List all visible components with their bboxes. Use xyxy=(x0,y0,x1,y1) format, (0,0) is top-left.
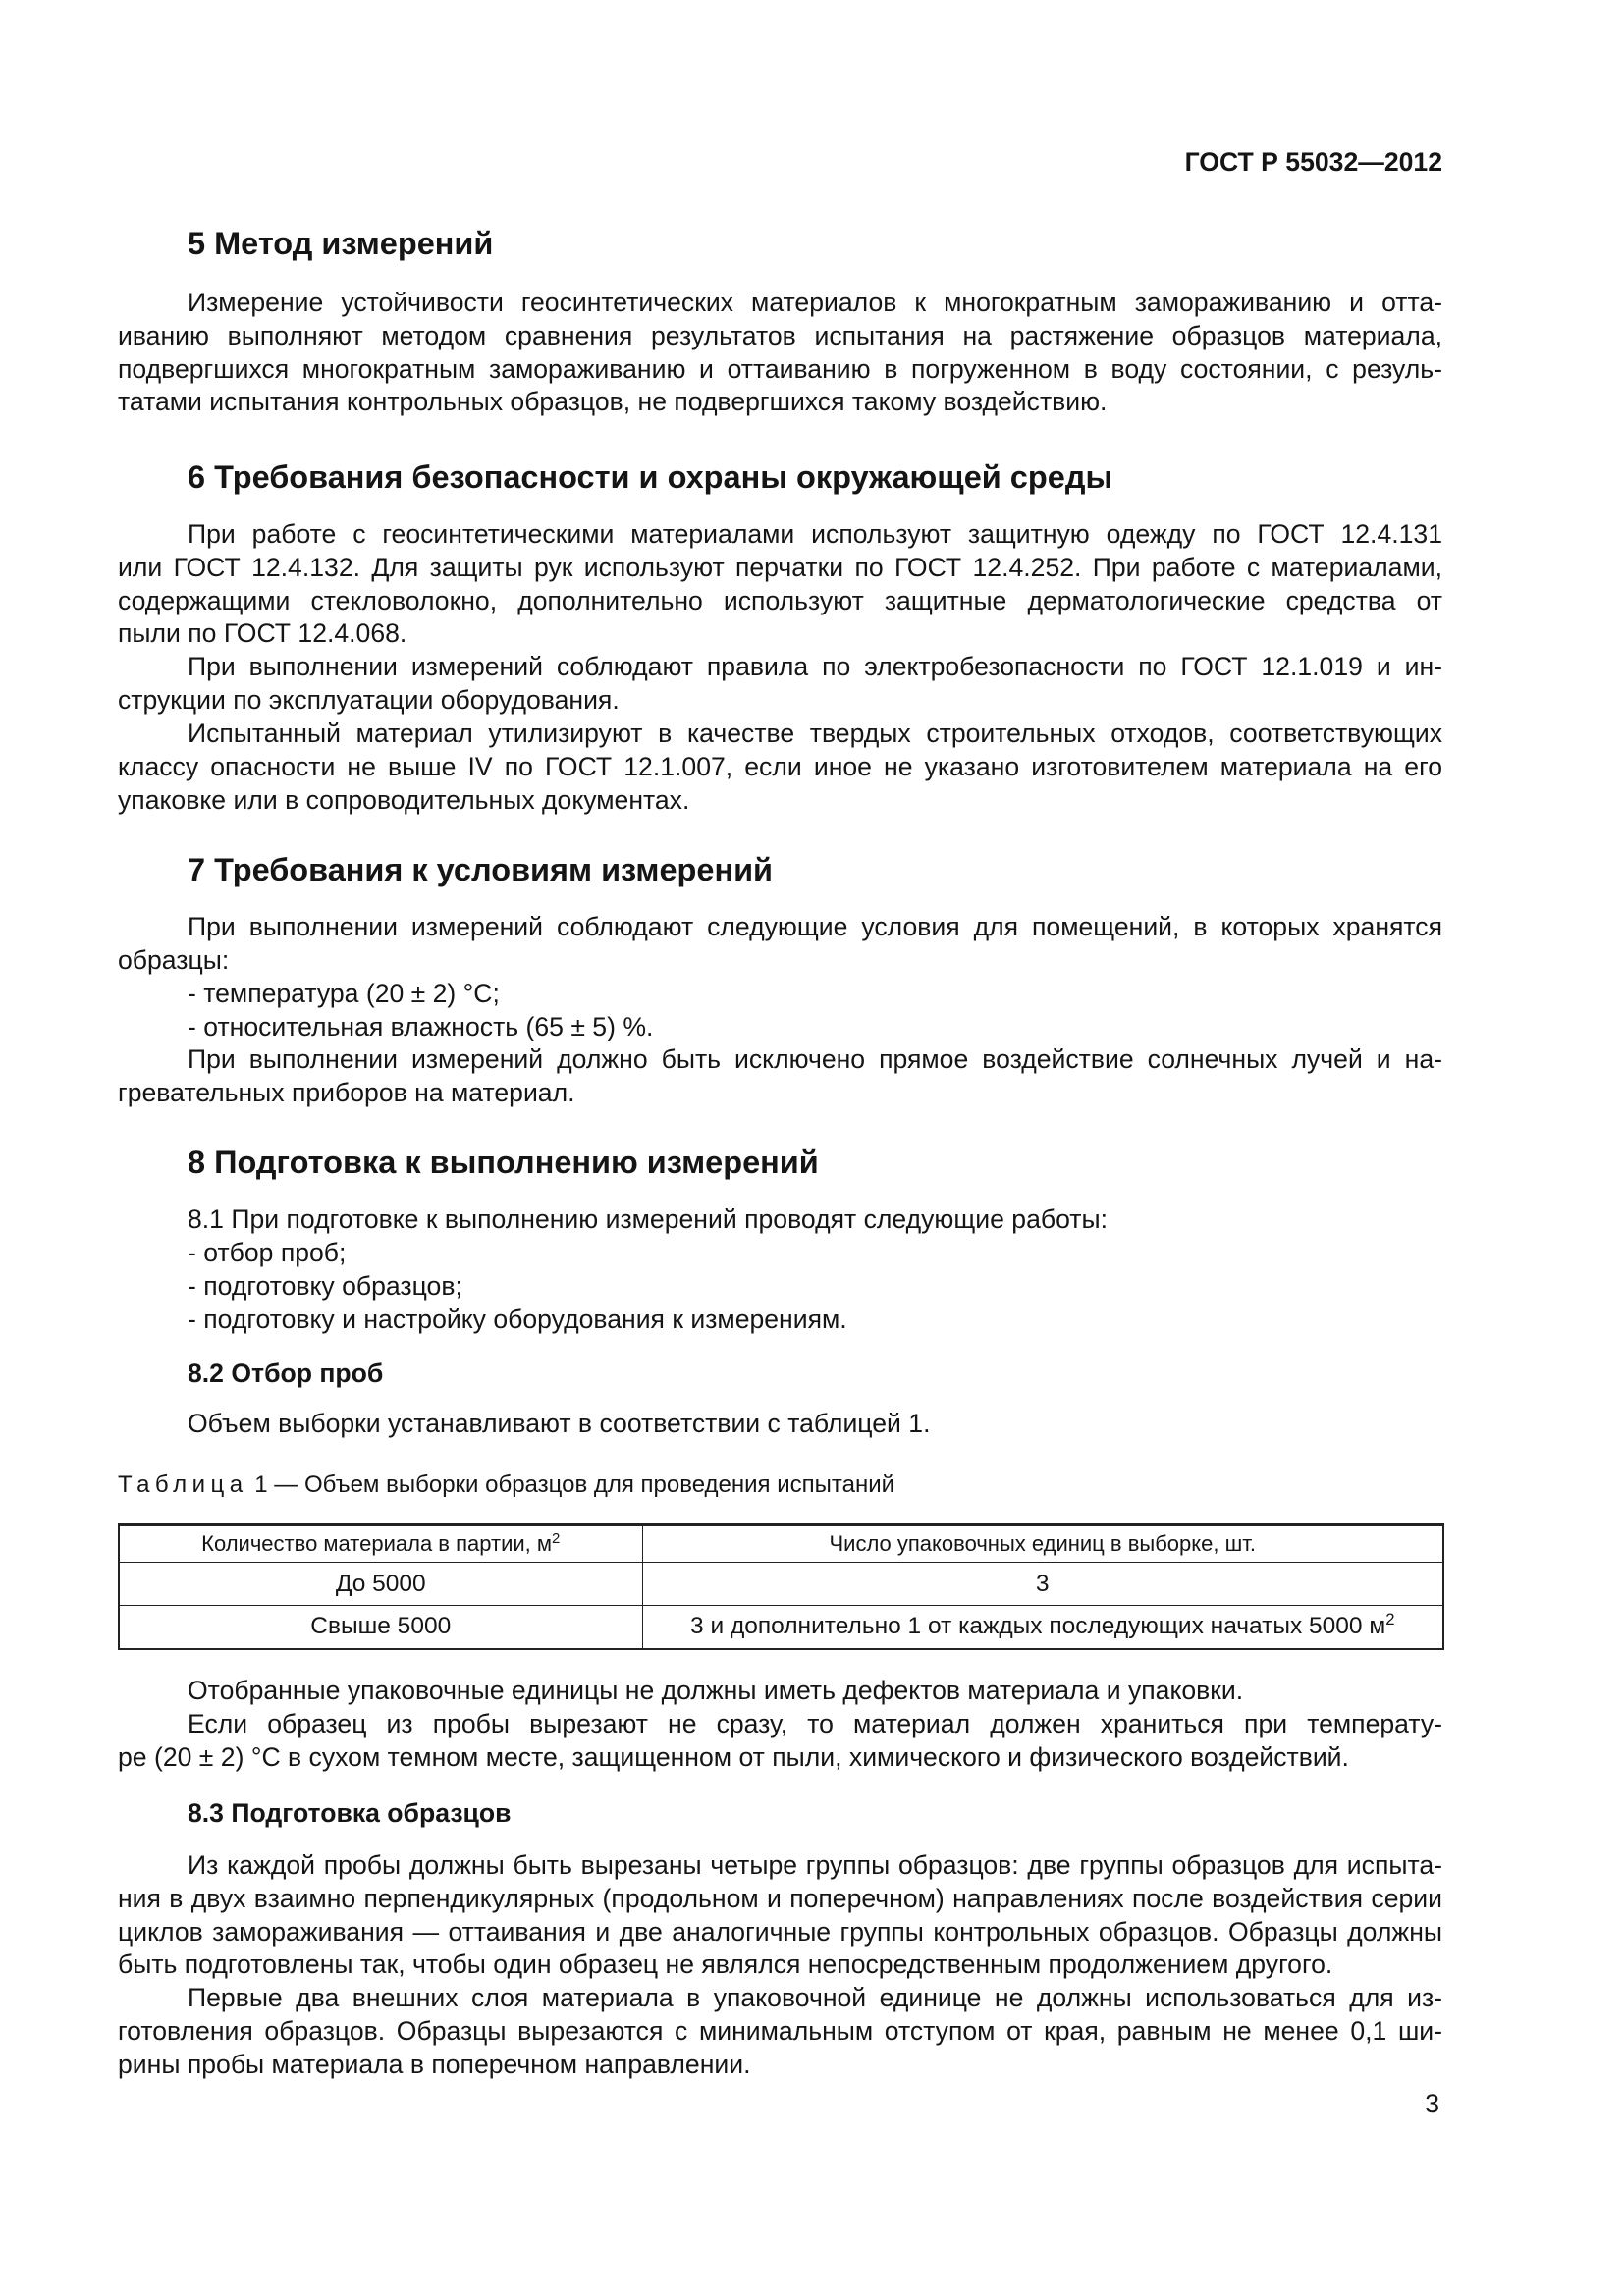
paragraph xyxy=(118,1408,1442,1441)
text-line: - подготовку образцов; xyxy=(188,1270,462,1301)
cell-text: Количество материала в партии, м xyxy=(201,1531,553,1556)
superscript: 2 xyxy=(1385,1610,1395,1629)
text-line: пыли по ГОСТ 12.4.068. xyxy=(118,618,407,649)
table-body xyxy=(119,1563,1443,1649)
text-line: - относительная влажность (65 ± 5) %. xyxy=(188,1011,654,1041)
text-line: - температура (20 ± 2) °С; xyxy=(188,979,500,1008)
text-line: ре (20 ± 2) °С в сухом темном месте, защищенном от пыли, химического и физического воздействий. xyxy=(118,1741,1349,1772)
text-line: При выполнении измерений должно быть исключено прямое воздействие солнечных лучей и на- xyxy=(188,1044,1442,1074)
text-line: подвергшихся многократным замораживанию и оттаиванию в погруженном в воду состоянии, с резуль- xyxy=(118,353,1442,384)
text-line: иванию выполняют методом сравнения результатов испытания на растяжение образцов материала, xyxy=(118,320,1442,350)
text-line: татами испытания контрольных образцов, не подвергшихся такому воздействию. xyxy=(118,387,1108,417)
paragraph xyxy=(118,1043,1442,1110)
sample-size-table xyxy=(118,1523,1444,1650)
table-row xyxy=(119,1606,1443,1649)
table-cell xyxy=(642,1606,1443,1649)
table-caption-label: Таблица xyxy=(118,1471,248,1498)
paragraph xyxy=(118,1203,1442,1237)
document-code: ГОСТ Р 55032—2012 xyxy=(1184,147,1442,177)
text-line: 8.1 При подготовке к выполнению измерений проводят следующие работы: xyxy=(188,1204,1108,1234)
text-line: Из каждой пробы должны быть вырезаны четыре группы образцов: две группы образцов для испыта- xyxy=(188,1850,1442,1880)
text-line: классу опасности не выше IV по ГОСТ 12.1.007, если иное не указано изготовителем материала на его xyxy=(118,751,1442,781)
text-line: Испытанный материал утилизируют в качестве твердых строительных отходов, соответствующих xyxy=(188,719,1442,748)
paragraph xyxy=(118,1708,1442,1775)
subsection-heading: 8.3 Подготовка образцов xyxy=(188,1798,512,1828)
paragraph xyxy=(118,518,1442,651)
paragraph xyxy=(118,911,1442,978)
cell-text: 3 и дополнительно 1 от каждых последующих начатых 5000 м xyxy=(690,1613,1386,1640)
text-line: Отобранные упаковочные единицы не должны иметь дефектов материала и упаковки. xyxy=(188,1676,1244,1705)
text-line: - подготовку и настройку оборудования к измерениям. xyxy=(188,1304,847,1334)
table-caption-title: 1 — Объем выборки образцов для проведения испытаний xyxy=(254,1471,895,1498)
page-number: 3 xyxy=(1425,2089,1439,2118)
cell-text: До 5000 xyxy=(335,1570,426,1597)
text-line: или ГОСТ 12.4.132. Для защиты рук используют перчатки по ГОСТ 12.4.252. При работе с материалами, xyxy=(118,552,1442,582)
table-header xyxy=(119,1525,1443,1563)
section-heading: 5 Метод измерений xyxy=(188,226,494,261)
cell-text: Свыше 5000 xyxy=(310,1613,452,1640)
section-heading: 6 Требования безопасности и охраны окружающей среды xyxy=(188,459,1113,495)
cell-text: 3 xyxy=(1035,1570,1050,1597)
text-line: быть подготовлены так, чтобы один образец не являлся непосредственным продолжением другого. xyxy=(118,1949,1333,1980)
text-line: - отбор проб; xyxy=(188,1238,347,1267)
text-line: рины пробы материала в поперечном направлении. xyxy=(118,2049,751,2079)
text-line: струкции по эксплуатации оборудования. xyxy=(118,684,620,715)
text-line: При выполнении измерений соблюдают правила по электробезопасности по ГОСТ 12.1.019 и ин- xyxy=(188,652,1442,681)
superscript: 2 xyxy=(552,1529,561,1547)
paragraph xyxy=(118,651,1442,718)
table-cell xyxy=(119,1563,642,1606)
text-line: готовления образцов. Образцы вырезаются с минимальным отступом от края, равным не менее 0,1 ши- xyxy=(118,2015,1442,2046)
paragraph xyxy=(118,1982,1442,2081)
paragraph xyxy=(118,718,1442,817)
table-row xyxy=(119,1563,1443,1606)
works-list xyxy=(118,1237,1442,1336)
text-line: При работе с геосинтетическими материалами используют защитную одежду по ГОСТ 12.4.131 xyxy=(188,519,1442,549)
section-heading: 7 Требования к условиям измерений xyxy=(188,852,774,887)
text-line: гревательных приборов на материал. xyxy=(118,1077,575,1107)
text-line: Объем выборки устанавливают в соответствии с таблицей 1. xyxy=(188,1409,931,1438)
table-header-cell xyxy=(119,1525,642,1563)
text-line: При выполнении измерений соблюдают следующие условия для помещений, в которых хранятся xyxy=(188,912,1442,941)
paragraph xyxy=(118,1849,1442,1982)
table-header-cell xyxy=(642,1525,1443,1563)
text-line: ния в двух взаимно перпендикулярных (продольном и поперечном) направлениях после воздействия серии xyxy=(118,1883,1442,1913)
paragraph xyxy=(118,287,1442,419)
text-line: Первые два внешних слоя материала в упаковочной единице не должны использоваться для из- xyxy=(188,1983,1442,2012)
cell-text: Число упаковочных единиц в выборке, шт. xyxy=(829,1531,1256,1556)
paragraph xyxy=(118,1675,1442,1708)
section-heading: 8 Подготовка к выполнению измерений xyxy=(188,1145,819,1180)
text-line: упаковке или в сопроводительных документах. xyxy=(118,784,690,815)
text-line: содержащими стекловолокно, дополнительно используют защитные дерматологические средства от xyxy=(118,585,1442,615)
text-line: Измерение устойчивости геосинтетических материалов к многократным замораживанию и отта- xyxy=(188,288,1442,317)
table-header-row xyxy=(119,1525,1443,1563)
text-line: циклов замораживания — оттаивания и две аналогичные группы контрольных образцов. Образцы должны xyxy=(118,1916,1442,1947)
table-caption xyxy=(118,1470,894,1500)
table-cell xyxy=(119,1606,642,1649)
text-line: Если образец из пробы вырезают не сразу, то материал должен храниться при температу- xyxy=(188,1709,1442,1738)
text-line: образцы: xyxy=(118,944,230,975)
conditions-list xyxy=(118,978,1442,1044)
table-cell xyxy=(642,1563,1443,1606)
subsection-heading: 8.2 Отбор проб xyxy=(188,1359,384,1388)
